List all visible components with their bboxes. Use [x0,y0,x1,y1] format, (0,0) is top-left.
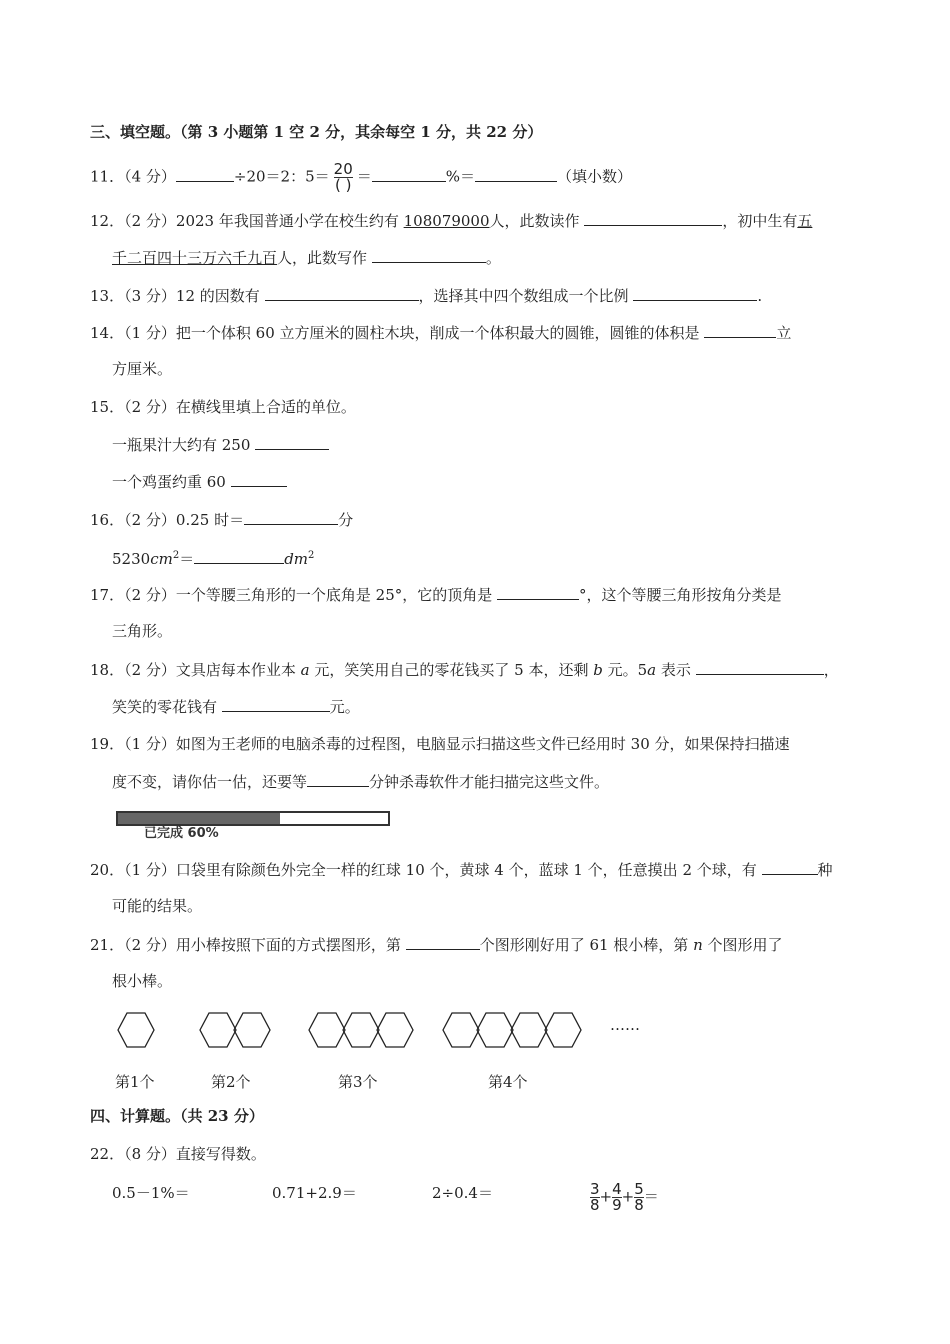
q22-expr-4: $\frac{3}{8}$ + $\frac{4}{9}$ + $\frac{5}{8}$ ＝ [590,1180,659,1214]
q12-number: 108079000 [403,212,490,230]
question-13: 13．（3 分）12 的因数有 ，选择其中四个数组成一个比例 . [90,284,762,307]
question-22: 22．（8 分）直接写得数。 [90,1145,266,1163]
q11-fraction: $\frac{20}{( )}$ [333,160,353,194]
hexagon [511,1013,547,1047]
question-19-line2: 度不变，请你估一估，还要等 分钟杀毒软件才能扫描完这些文件。 [112,770,609,793]
figure-label-4: 第4个 [488,1073,528,1091]
q15-blank-2[interactable] [231,470,287,487]
q12-blank-1[interactable] [584,209,722,226]
question-17: 17．（2 分）一个等腰三角形的一个底角是 25°，它的顶角是 °，这个等腰三角形按角分类是 [90,583,782,606]
question-17-line2: 三角形。 [112,622,173,640]
question-18-line2: 笑笑的零花钱有 元。 [112,695,360,718]
q15-egg: 一个鸡蛋约重 60 [112,470,287,493]
section4-heading: 四、计算题。（共 23 分） [90,1107,264,1125]
q18-blank-2[interactable] [222,695,330,712]
question-20-line2: 可能的结果。 [112,897,203,915]
progress-label: 已完成 60% [144,826,219,841]
figure-label-1: 第1个 [115,1073,155,1091]
q13-blank-1[interactable] [265,284,419,301]
hexagon-figures [110,1005,650,1055]
figure-label-3: 第3个 [338,1073,378,1091]
fraction-4-9: $\frac{4}{9}$ [612,1180,622,1214]
q22-expr-2: 0.71+2.9＝ [272,1184,357,1202]
question-12-line2: 千二百四十三万六千九百人，此数写作 。 [112,246,501,269]
q11-blank-1[interactable] [176,165,234,182]
section3-heading: 三、填空题。（第 3 小题第 1 空 2 分，其余每空 1 分，共 22 分） [90,123,543,141]
question-14-line2: 方厘米。 [112,360,173,378]
q13-blank-2[interactable] [633,284,757,301]
question-21-line2: 根小棒。 [112,972,173,990]
q14-blank[interactable] [704,321,776,338]
hexagon [443,1013,479,1047]
q16-blank-2[interactable] [194,547,284,564]
q15-juice: 一瓶果汁大约有 250 [112,433,329,456]
q19-blank[interactable] [307,770,369,787]
hexagon [234,1013,270,1047]
q11-blank-2[interactable] [372,165,446,182]
question-12: 12．（2 分）2023 年我国普通小学在校生约有 108079000人，此数读作 ，初中生有五 [90,209,812,232]
q17-blank[interactable] [497,583,579,600]
q12-blank-2[interactable] [372,246,486,263]
q15-blank-1[interactable] [255,433,329,450]
q20-blank[interactable] [762,858,818,875]
q22-expr-3: 2÷0.4＝ [432,1184,493,1202]
figure-ellipsis: …… [610,1016,640,1034]
hexagon [118,1013,154,1047]
q22-expr-1: 0.5－1%＝ [112,1184,190,1202]
q11-blank-3[interactable] [475,165,557,182]
hexagon [343,1013,379,1047]
hexagon [377,1013,413,1047]
question-16: 16．（2 分）0.25 时＝ 分 [90,508,353,531]
question-15: 15．（2 分）在横线里填上合适的单位。 [90,398,356,416]
hexagon [545,1013,581,1047]
question-21: 21．（2 分）用小棒按照下面的方式摆图形，第 个图形刚好用了 61 根小棒，第 n 个图形用了 [90,933,783,956]
question-19: 19．（1 分）如图为王老师的电脑杀毒的过程图，电脑显示扫描这些文件已经用时 30 分，如果保持扫描速 [90,735,790,753]
hexagon [200,1013,236,1047]
figure-label-2: 第2个 [211,1073,251,1091]
fraction-3-8: $\frac{3}{8}$ [590,1180,600,1214]
question-20: 20．（1 分）口袋里有除颜色外完全一样的红球 10 个，黄球 4 个，蓝球 1 个，任意摸出 2 个球，有 种 [90,858,833,881]
q21-blank[interactable] [406,933,480,950]
question-18: 18．（2 分）文具店每本作业本 a 元，笑笑用自己的零花钱买了 5 本，还剩 b 元。5a 表示 ， [90,658,839,681]
q16-line2: $5230cm^2= dm^2$ [112,545,314,570]
q16-blank-1[interactable] [244,508,338,525]
question-11: 11．（4 分） ÷20＝2：5＝ $\frac{20}{( )}$ ＝ %＝ （填小数） [90,160,633,194]
question-14: 14．（1 分）把一个体积 60 立方厘米的圆柱木块，削成一个体积最大的圆锥，圆锥的体积是 立 [90,321,791,344]
q18-blank-1[interactable] [696,658,824,675]
hexagon [477,1013,513,1047]
hexagon [309,1013,345,1047]
fraction-5-8: $\frac{5}{8}$ [634,1180,644,1214]
